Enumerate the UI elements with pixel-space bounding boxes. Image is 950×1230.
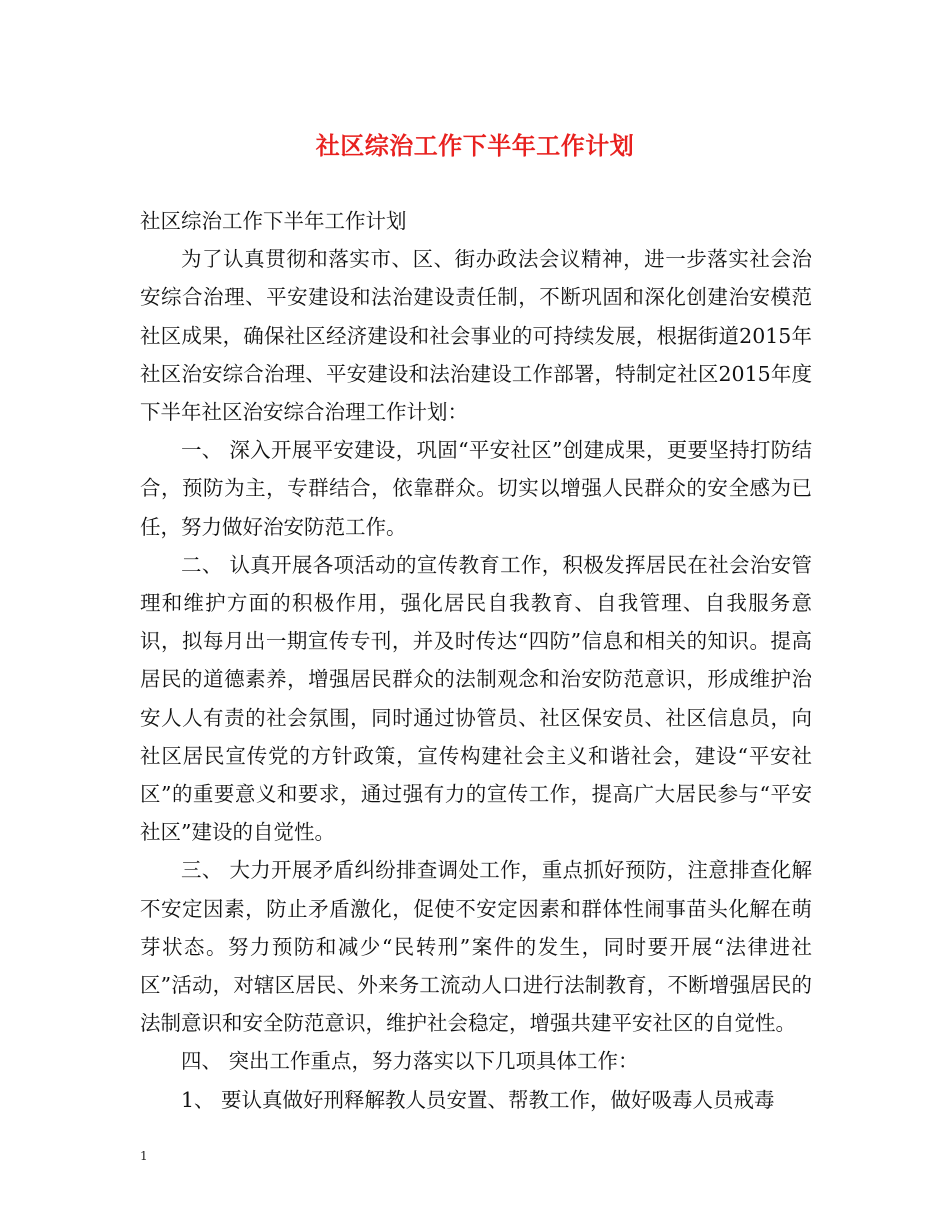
paragraph-section-3: 三、 大力开展矛盾纠纷排查调处工作，重点抓好预防，注意排查化解不安定因素，防止矛盾激化，促使不安定因素和群体性闹事苗头化解在萌芽状态。努力预防和减少“民转刑”案件的发生，同时要开展“法律进社区”活动，对辖区居民、外来务工流动人口进行法制教育，不断增强居民的法制意识和安全防范意识，维护社会稳定，增强共建平安社区的自觉性。 [140, 858, 812, 1036]
paragraph-item-1: 1、 要认真做好刑释解教人员安置、帮教工作，做好吸毒人员戒毒 [181, 1087, 775, 1112]
paragraph-section-4: 四、 突出工作重点，努力落实以下几项具体工作： [181, 1049, 639, 1074]
page-number: 1 [140, 1149, 148, 1163]
document-title: 社区综治工作下半年工作计划 [315, 131, 635, 160]
paragraph-intro: 为了认真贯彻和落实市、区、街办政法会议精神，进一步落实社会治安综合治理、平安建设和法治建设责任制，不断巩固和深化创建治安模范社区成果，确保社区经济建设和社会事业的可持续发展，根据街道2015年社区治安综合治理、平安建设和法治建设工作部署，特制定社区2015年度下半年社区治安综合治理工作计划： [140, 247, 812, 425]
paragraph-section-2: 二、 认真开展各项活动的宣传教育工作，积极发挥居民在社会治安管理和维护方面的积极作用，强化居民自我教育、自我管理、自我服务意识，拟每月出一期宣传专刊，并及时传达“四防”信息和相关的知识。提高居民的道德素养，增强居民群众的法制观念和治安防范意识，形成维护治安人人有责的社会氛围，同时通过协管员、社区保安员、社区信息员，向社区居民宣传党的方针政策，宣传构建社会主义和谐社会，建设“平安社区”的重要意义和要求，通过强有力的宣传工作，提高广大居民参与“平安社区”建设的自觉性。 [140, 552, 812, 845]
document-subtitle: 社区综治工作下半年工作计划 [140, 209, 407, 233]
document-body [140, 202, 812, 1119]
paragraph-section-1: 一、 深入开展平安建设，巩固“平安社区”创建成果，更要坚持打防结合，预防为主，专群结合，依靠群众。切实以增强人民群众的安全感为已任，努力做好治安防范工作。 [140, 438, 812, 539]
